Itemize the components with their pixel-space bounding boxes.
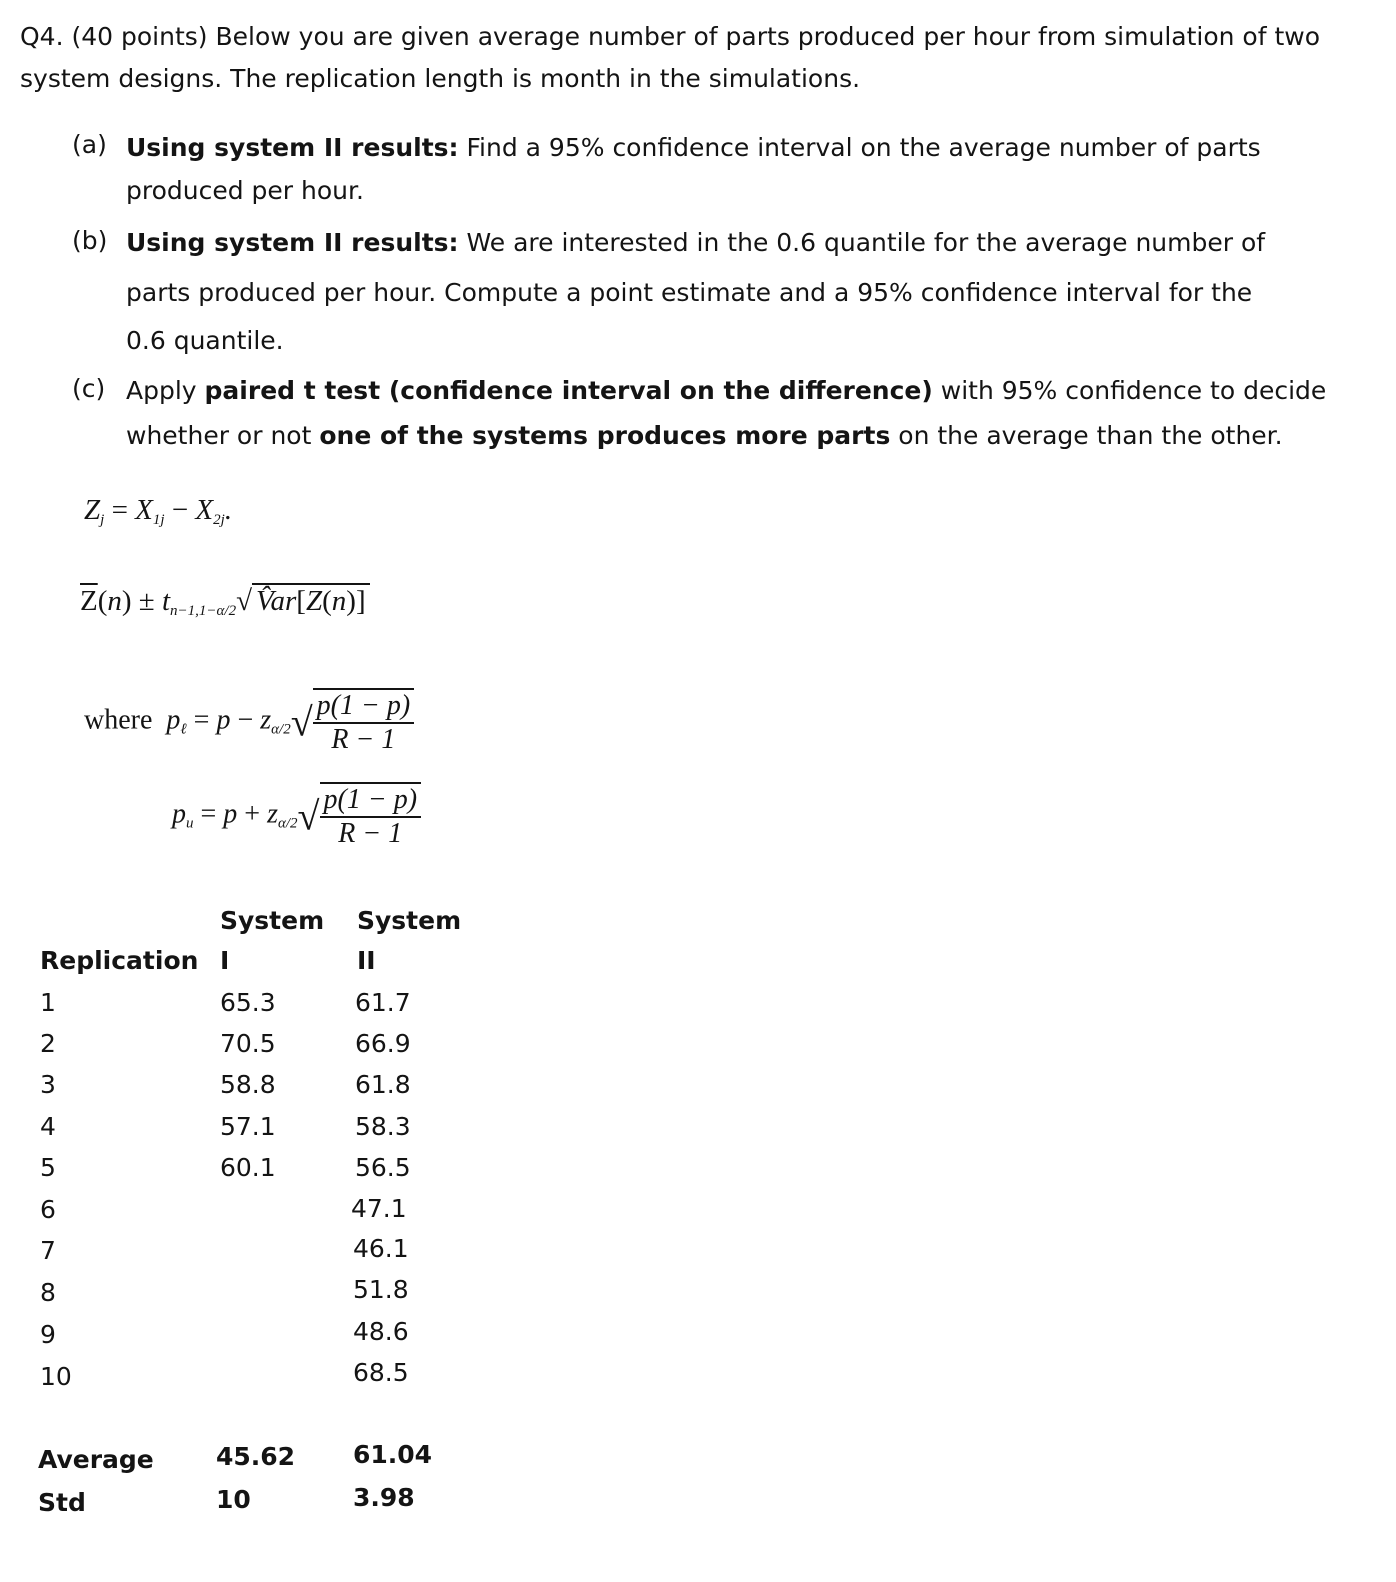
std-label: Std	[38, 1488, 86, 1517]
header-system-2-line-2: II	[357, 946, 376, 975]
upper-frac-num: p(1 − p)	[320, 784, 422, 818]
row-3-system-1: 58.8	[220, 1070, 276, 1099]
std-system-2: 3.98	[353, 1483, 415, 1512]
question-header: Q4. (40 points)	[20, 22, 208, 51]
part-c-line-2	[126, 421, 1283, 450]
upper-frac-den: R − 1	[338, 818, 403, 849]
header-system-2-line-1: System	[357, 906, 462, 935]
row-4-system-2: 58.3	[355, 1112, 411, 1141]
part-a-bold-lead: Using system II results:	[126, 133, 459, 162]
row-5-replication: 5	[40, 1153, 56, 1182]
part-c-line-2-seg-2: one of the systems produces more parts	[319, 421, 891, 450]
formula-difference: $Z_j = X_{1j} - X_{2j}$.	[84, 494, 233, 528]
row-1-replication: 1	[40, 988, 56, 1017]
part-b-bold-lead: Using system II results:	[126, 228, 459, 257]
header-system-1-line-1: System	[220, 906, 325, 935]
part-b-line-3: 0.6 quantile.	[126, 326, 284, 355]
part-c-seg-1: Apply	[126, 376, 205, 405]
row-5-system-1: 60.1	[220, 1153, 276, 1182]
row-1-system-2: 61.7	[355, 988, 411, 1017]
std-system-1: 10	[216, 1485, 251, 1514]
part-a-label: (a)	[72, 130, 107, 159]
row-1-system-1: 65.3	[220, 988, 276, 1017]
row-4-replication: 4	[40, 1112, 56, 1141]
row-3-system-2: 61.8	[355, 1070, 411, 1099]
part-c-seg-2: paired t test (confidence interval on the difference)	[204, 376, 933, 405]
part-b-label: (b)	[72, 226, 108, 255]
part-a-line-2: produced per hour.	[126, 176, 364, 205]
row-10-replication: 10	[40, 1362, 72, 1391]
row-2-system-1: 70.5	[220, 1029, 276, 1058]
average-system-1: 45.62	[216, 1442, 296, 1471]
question-text-line-1	[20, 22, 1320, 51]
row-5-system-2: 56.5	[355, 1153, 411, 1182]
part-c-line-2-seg-1: whether or not	[126, 421, 320, 450]
part-c-label: (c)	[72, 374, 106, 403]
row-8-system-2: 51.8	[353, 1275, 409, 1304]
formula-upper-bound: $p_u = p + z_{\alpha/2}√$ $\frac{p(1 - p)}{R - 1}$	[172, 782, 421, 850]
part-c-seg-3: with 95% confidence to decide	[932, 376, 1327, 405]
part-a-line-1-rest: Find a 95% confidence interval on the average number of parts	[458, 133, 1261, 162]
row-4-system-1: 57.1	[220, 1112, 276, 1141]
average-label: Average	[38, 1445, 154, 1474]
row-2-system-2: 66.9	[355, 1029, 411, 1058]
header-replication: Replication	[40, 946, 199, 975]
lower-frac-num: p(1 − p)	[313, 690, 415, 724]
average-system-2: 61.04	[353, 1440, 433, 1469]
part-b-line-1-rest: We are interested in the 0.6 quantile for the average number of	[458, 228, 1266, 257]
part-b-line-2: parts produced per hour. Compute a point estimate and a 95% confidence interval for the	[126, 278, 1253, 307]
formula-where: where	[84, 704, 153, 736]
formula-lower-bound: where $p_\ell = p - z_{\alpha/2}√$ $\frac{p(1 - p)}{R - 1}$	[84, 688, 414, 756]
question-line-1: Below you are given average number of parts produced per hour from simulation of two	[215, 22, 1321, 51]
part-c-line-2-seg-3: on the average than the other.	[890, 421, 1283, 450]
part-c-line-1	[126, 376, 1326, 405]
part-a-line-1	[126, 133, 1261, 162]
lower-frac-den: R − 1	[331, 724, 396, 755]
row-6-replication: 6	[40, 1195, 56, 1224]
formula-paired-t-interval: $\overline{Z}(n) \pm t_{n-1,1-\alpha/2}√$ $V̂ar[\overline{Z}(n)]$	[80, 585, 370, 620]
row-9-system-2: 48.6	[353, 1317, 409, 1346]
row-7-system-2: 46.1	[353, 1234, 409, 1263]
question-line-2: system designs. The replication length is month in the simulations.	[20, 64, 861, 93]
row-6-system-2: 47.1	[351, 1194, 407, 1223]
row-9-replication: 9	[40, 1320, 56, 1349]
row-7-replication: 7	[40, 1236, 56, 1265]
part-b-line-1	[126, 228, 1265, 257]
row-8-replication: 8	[40, 1278, 56, 1307]
row-2-replication: 2	[40, 1029, 56, 1058]
row-3-replication: 3	[40, 1070, 56, 1099]
row-10-system-2: 68.5	[353, 1358, 409, 1387]
header-system-1-line-2: I	[220, 946, 230, 975]
